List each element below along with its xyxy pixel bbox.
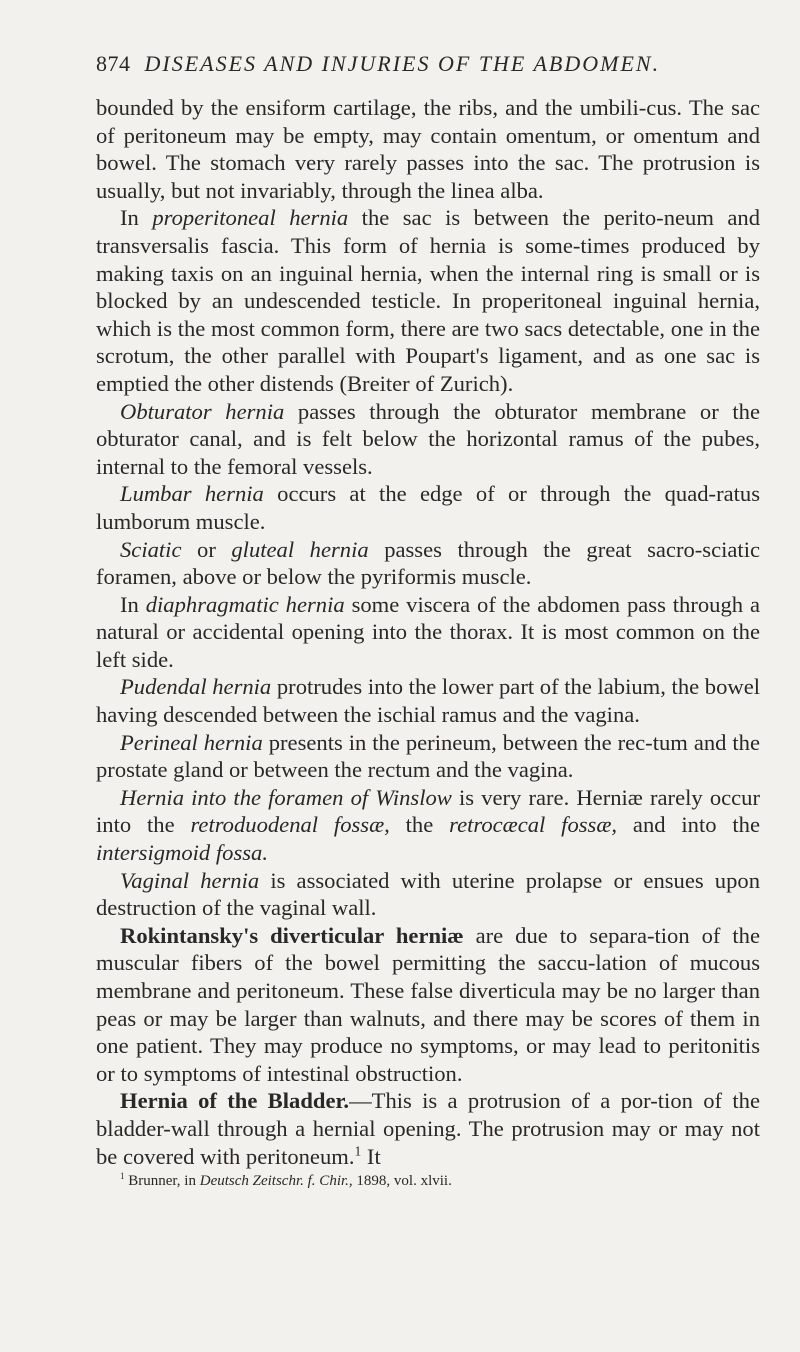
paragraph-umbilical: bounded by the ensiform cartilage, the ribs, and the umbili-cus. The sac of peritoneum may be empty, may contain omentum, or omentum and bowel. The stomach very rarely passes into the sac. The protrusion is usually, but not invariably, through the linea alba. <box>96 95 760 203</box>
term-gluteal: gluteal hernia <box>231 536 369 562</box>
term-lumbar: Lumbar hernia <box>120 481 264 507</box>
term-sciatic: Sciatic <box>120 536 182 562</box>
footnote: $^1$ Brunner, in Deutsch Zeitschr. f. Chir., 1898, vol. xlvii. <box>120 1171 452 1190</box>
body-text <box>96 94 760 1170</box>
paragraph-vaginal: Vaginal hernia is associated with uterine prolapse or ensues upon destruction of the vaginal wall. <box>96 867 760 921</box>
paragraph-diaphragmatic: In diaphragmatic hernia some viscera of the abdomen pass through a natural or accidental opening into the thorax. It is most common on the left side. <box>96 591 760 672</box>
term-retroduodenal: retroduodenal fossæ, <box>190 812 390 838</box>
paragraph-sciatic: Sciatic or gluteal hernia passes through the great sacro-sciatic foramen, above or below the pyriformis muscle. <box>96 536 760 590</box>
paragraph-pudendal: Pudendal hernia protrudes into the lower part of the labium, the bowel having descended between the ischial ramus and the vagina. <box>96 674 761 728</box>
paragraph-perineal: Perineal hernia presents in the perineum, between the rec-tum and the prostate gland or between the rectum and the vagina. <box>96 729 761 783</box>
paragraph-winslow: Hernia into the foramen of Winslow is very rare. Herniæ rarely occur into the retroduodenal fossæ, the retrocæcal fossæ, and into the intersigmoid fossa. <box>96 784 760 866</box>
footnote-mark: 1 <box>120 1171 125 1182</box>
term-rokintansky: Rokintansky's diverticular herniæ <box>120 922 464 948</box>
term-intersigmoid: intersigmoid fossa. <box>96 840 268 866</box>
paragraph-properitoneal: In properitoneal hernia the sac is between the perito-neum and transversalis fascia. This form of hernia is some-times produced by making taxis on an inguinal hernia, when the internal ring is small or is blocked by an undescended testicle. In properitoneal inguinal hernia, which is the most common form, there are two sacs detectable, one in the scrotum, the other parallel with Poupart's ligament, and as one sac is emptied the other distends (Breiter of Zurich). <box>96 205 760 396</box>
footnote-reference[interactable]: 1 <box>354 1143 362 1159</box>
footnote-journal: Deutsch Zeitschr. f. Chir., <box>199 1173 353 1190</box>
term-obturator: Obturator hernia <box>120 398 285 424</box>
paragraph-lumbar: Lumbar hernia occurs at the edge of or through the quad-ratus lumborum muscle. <box>96 481 760 534</box>
term-properitoneal: properitoneal hernia <box>152 205 349 231</box>
term-winslow: Hernia into the foramen of Winslow <box>120 784 452 810</box>
term-diaphragmatic: diaphragmatic hernia <box>145 591 345 617</box>
running-head <box>96 50 760 78</box>
term-perineal: Perineal hernia <box>120 729 263 755</box>
running-title: DISEASES AND INJURIES OF THE ABDOMEN. <box>144 51 661 76</box>
paragraph-rokintansky: Rokintansky's diverticular herniæ are due to separa-tion of the muscular fibers of the bowel permitting the saccu-lation of mucous membrane and peritoneum. These false diverticula may be no larger than peas or may be larger than walnuts, and there may be scores of them in one patient. They may produce no symptoms, or may lead to peritonitis or to symptoms of intestinal obstruction. <box>96 922 760 1086</box>
paragraph-bladder: Hernia of the Bladder.—This is a protrusion of a por-tion of the bladder-wall through a hernial opening. The protrusion may or may not be covered with peritoneum.$^1$ It <box>96 1088 760 1169</box>
heading-bladder-hernia: Hernia of the Bladder. <box>120 1088 350 1114</box>
page-number: 874 <box>96 51 131 76</box>
term-vaginal: Vaginal hernia <box>120 867 260 893</box>
paragraph-obturator: Obturator hernia passes through the obturator membrane or the obturator canal, and is felt below the horizontal ramus of the pubes, internal to the femoral vessels. <box>96 398 761 479</box>
term-retrocaecal: retrocæcal fossæ, <box>449 812 618 838</box>
term-pudendal: Pudendal hernia <box>120 674 272 700</box>
